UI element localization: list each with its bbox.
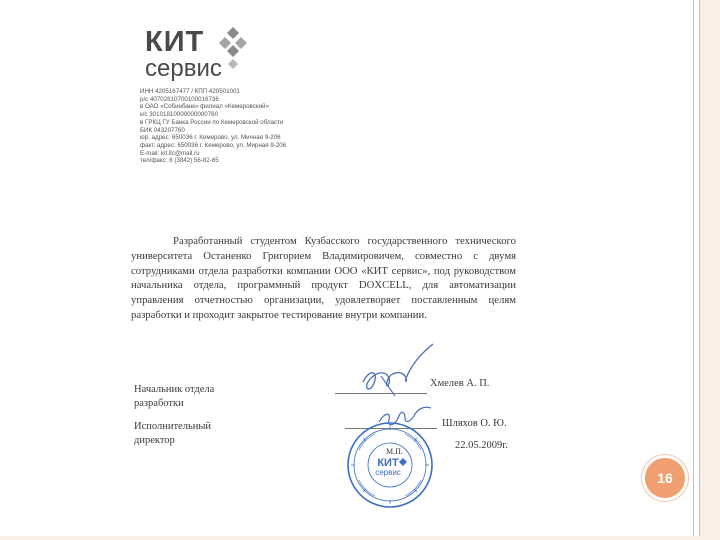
handwritten-signature-1 xyxy=(355,340,435,400)
requisite-line: тел/факс: 8 (3842) 56-82-65 xyxy=(140,157,219,165)
slide-frame-line xyxy=(699,0,700,540)
requisite-line: в ОАО «Собинбанк» филиал «Кемеровский» xyxy=(140,103,269,111)
requisite-line: юр. адрес: 650036 г. Кемерово, ул. Мичная 9-206 xyxy=(140,134,281,142)
stamp-text-servis: сервис xyxy=(375,468,401,477)
requisite-line: БИК 043207760 xyxy=(140,126,185,134)
signatory-role-line: директор xyxy=(134,434,175,446)
signatory-role-line: Исполнительный xyxy=(134,421,212,432)
slide-frame-band xyxy=(699,0,720,540)
company-logo xyxy=(145,28,222,81)
requisite-line: ИНН 4205167477 / КПП 420501001 xyxy=(140,88,240,95)
logo-text-kit: КИТ xyxy=(145,26,205,58)
company-stamp xyxy=(345,420,435,510)
signatory-role-line: Начальник отдела xyxy=(134,384,215,395)
letter-date: 22.05.2009г. xyxy=(455,440,508,451)
requisite-line: к/с 30101810000000000760 xyxy=(140,111,219,119)
signatory-role-head-of-department xyxy=(134,383,214,410)
stamp-text-kit: КИТ xyxy=(377,457,399,469)
company-requisites xyxy=(140,88,360,165)
requisite-line: р/с 40702810700100016736 xyxy=(140,95,219,103)
letter-body: Разработанный студентом Кузбасского государственного технического университета Останенко Григорием Владимировичем, совместно с двумя сотрудниками отдела разработки компании ООО «КИТ сервис», под руководством начальника отдела, программный продукт DOXCELL, для автоматизации управления отчетностью организации, удовлетворяет поставленным целям разработки и проходит закрытое тестирование внутри компании. xyxy=(131,235,516,321)
seal-place-label: М.П. xyxy=(386,447,403,456)
slide-frame-bottom xyxy=(0,536,720,540)
logo-diamonds-icon xyxy=(219,27,247,71)
slide-frame-line xyxy=(693,0,694,540)
requisite-line: E-mail: kit.llc@mail.ru xyxy=(140,149,200,157)
logo-text-servis: сервис xyxy=(145,55,222,82)
signatory-role-line: разработки xyxy=(134,397,184,409)
signatory-role-director xyxy=(134,420,211,447)
signatory-name-1: Хмелев А. П. xyxy=(430,378,490,389)
requisite-line: факт. адрес: 650036 г. Кемерово, ул. Мирная 9-206 xyxy=(140,141,287,149)
stamp-diamond-icon xyxy=(399,458,407,466)
page-number-badge: 16 xyxy=(642,455,688,501)
requisite-line: в ГРКЦ ГУ Банка России по Кемеровской области xyxy=(140,118,284,126)
signatory-name-2: Шляхов О. Ю. xyxy=(442,418,507,429)
